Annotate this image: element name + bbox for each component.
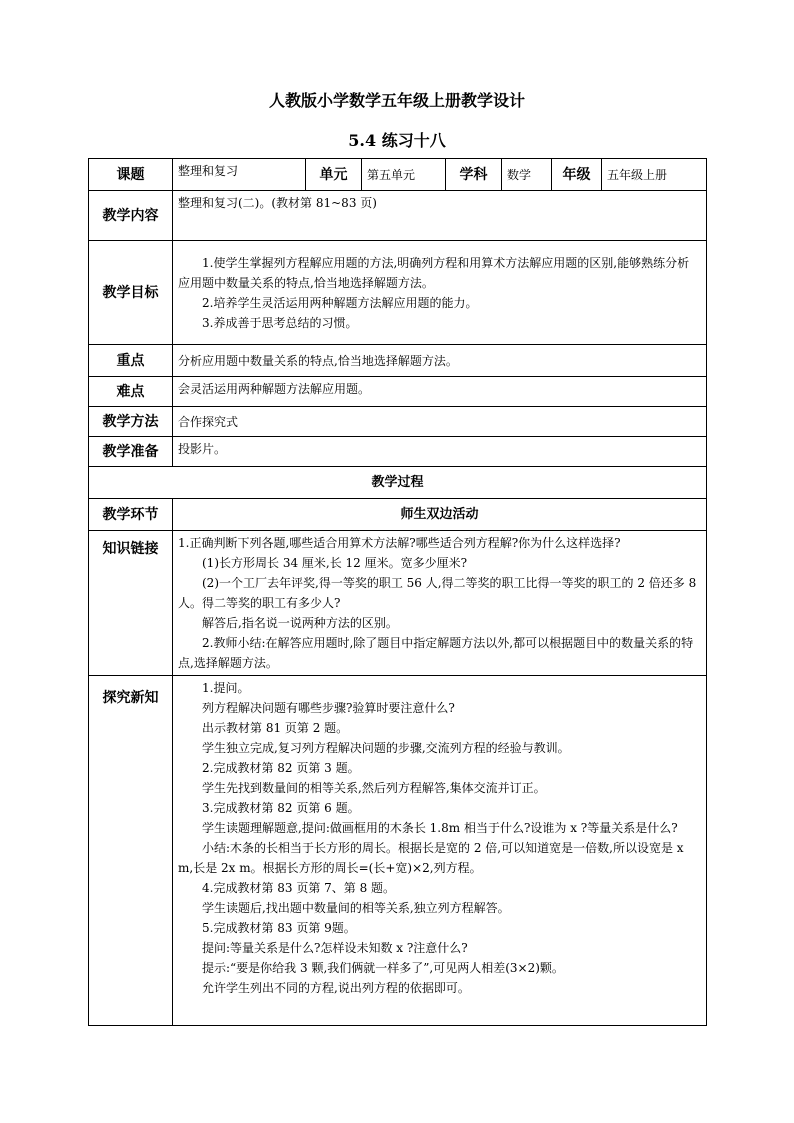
explore-line: 提示:“要是你给我 3 颗,我们俩就一样多了”,可见两人相差(3×2)颗。 bbox=[202, 961, 564, 975]
topic-label: 课题 bbox=[89, 159, 173, 191]
link-line: (2)一个工厂去年评奖,得一等奖的职工 56 人,得二等奖的职工比得一等奖的职工的 2 倍还多 8 人。得二等奖的职工有多少人? bbox=[178, 576, 697, 610]
subject-value: 数学 bbox=[502, 159, 552, 191]
explore-line: 学生读题理解题意,提问:做画框用的木条长 1.8m 相当于什么?设谁为 x ?等量关系是什么? bbox=[202, 821, 678, 835]
process-right-header: 师生双边活动 bbox=[173, 499, 707, 531]
link-label: 知识链接 bbox=[89, 531, 173, 676]
explore-line: 5.完成教材第 83 页第 9题。 bbox=[202, 921, 356, 935]
content-value: 整理和复习(二)。(教材第 81~83 页) bbox=[173, 191, 707, 241]
unit-value: 第五单元 bbox=[362, 159, 446, 191]
subject-label: 学科 bbox=[446, 159, 502, 191]
explore-label: 探究新知 bbox=[89, 676, 173, 1026]
explore-line: 学生读题后,找出题中数量间的相等关系,独立列方程解答。 bbox=[202, 901, 510, 915]
topic-value: 整理和复习 bbox=[173, 159, 306, 191]
document-title: 人教版小学数学五年级上册教学设计 bbox=[268, 91, 525, 110]
lesson-plan-table bbox=[88, 158, 707, 1026]
link-line: 解答后,指名说一说两种方法的区别。 bbox=[202, 616, 398, 630]
process-title: 教学过程 bbox=[89, 467, 707, 499]
prep-value: 投影片。 bbox=[173, 437, 707, 467]
content-label: 教学内容 bbox=[89, 191, 173, 241]
goal-line: 2.培养学生灵活运用两种解题方法解应用题的能力。 bbox=[202, 295, 478, 310]
process-left-header: 教学环节 bbox=[89, 499, 173, 531]
document-subtitle: 5.4 练习十八 bbox=[348, 131, 446, 150]
explore-line: 4.完成教材第 83 页第 7、第 8 题。 bbox=[202, 881, 396, 895]
explore-line: 提问:等量关系是什么?怎样设未知数 x ?注意什么? bbox=[202, 941, 468, 955]
unit-label: 单元 bbox=[306, 159, 362, 191]
explore-line: 学生独立完成,复习列方程解决问题的步骤,交流列方程的经验与教训。 bbox=[202, 741, 570, 755]
link-line: (1)长方形周长 34 厘米,长 12 厘米。宽多少厘米? bbox=[202, 556, 468, 570]
goal-line: 1.使学生掌握列方程解应用题的方法,明确列方程和用算术方法解应用题的区别,能够熟练分析应用题中数量关系的特点,恰当地选择解题方法。 bbox=[178, 255, 690, 290]
difficulty-value: 会灵活运用两种解题方法解应用题。 bbox=[173, 377, 707, 407]
goal-line: 3.养成善于思考总结的习惯。 bbox=[202, 315, 358, 330]
explore-line: 学生先找到数量间的相等关系,然后列方程解答,集体交流并订正。 bbox=[202, 781, 546, 795]
explore-line: 3.完成教材第 82 页第 6 题。 bbox=[202, 801, 360, 815]
difficulty-label: 难点 bbox=[89, 377, 173, 407]
method-label: 教学方法 bbox=[89, 407, 173, 437]
goals-label: 教学目标 bbox=[89, 241, 173, 345]
link-line: 2.教师小结:在解答应用题时,除了题目中指定解题方法以外,都可以根据题目中的数量关系的特点,选择解题方法。 bbox=[178, 636, 694, 670]
grade-value: 五年级上册 bbox=[602, 159, 707, 191]
grade-label: 年级 bbox=[552, 159, 602, 191]
prep-label: 教学准备 bbox=[89, 437, 173, 467]
explore-line: 出示教材第 81 页第 2 题。 bbox=[202, 721, 349, 735]
key-value: 分析应用题中数量关系的特点,恰当地选择解题方法。 bbox=[173, 345, 707, 377]
explore-line: 2.完成教材第 82 页第 3 题。 bbox=[202, 761, 360, 775]
explore-line: 允许学生列出不同的方程,说出列方程的依据即可。 bbox=[202, 981, 470, 995]
link-line: 1.正确判断下列各题,哪些适合用算术方法解?哪些适合列方程解?你为什么这样选择? bbox=[178, 536, 621, 550]
explore-line: 小结:木条的长相当于长方形的周长。根据长是宽的 2 倍,可以知道宽是一倍数,所以设宽是 x m,长是 2x m。根据长方形的周长=(长+宽)×2,列方程。 bbox=[178, 841, 684, 875]
explore-line: 1.提问。 bbox=[202, 681, 250, 695]
explore-line: 列方程解决问题有哪些步骤?验算时要注意什么? bbox=[202, 701, 455, 715]
method-value: 合作探究式 bbox=[173, 407, 707, 437]
key-label: 重点 bbox=[89, 345, 173, 377]
